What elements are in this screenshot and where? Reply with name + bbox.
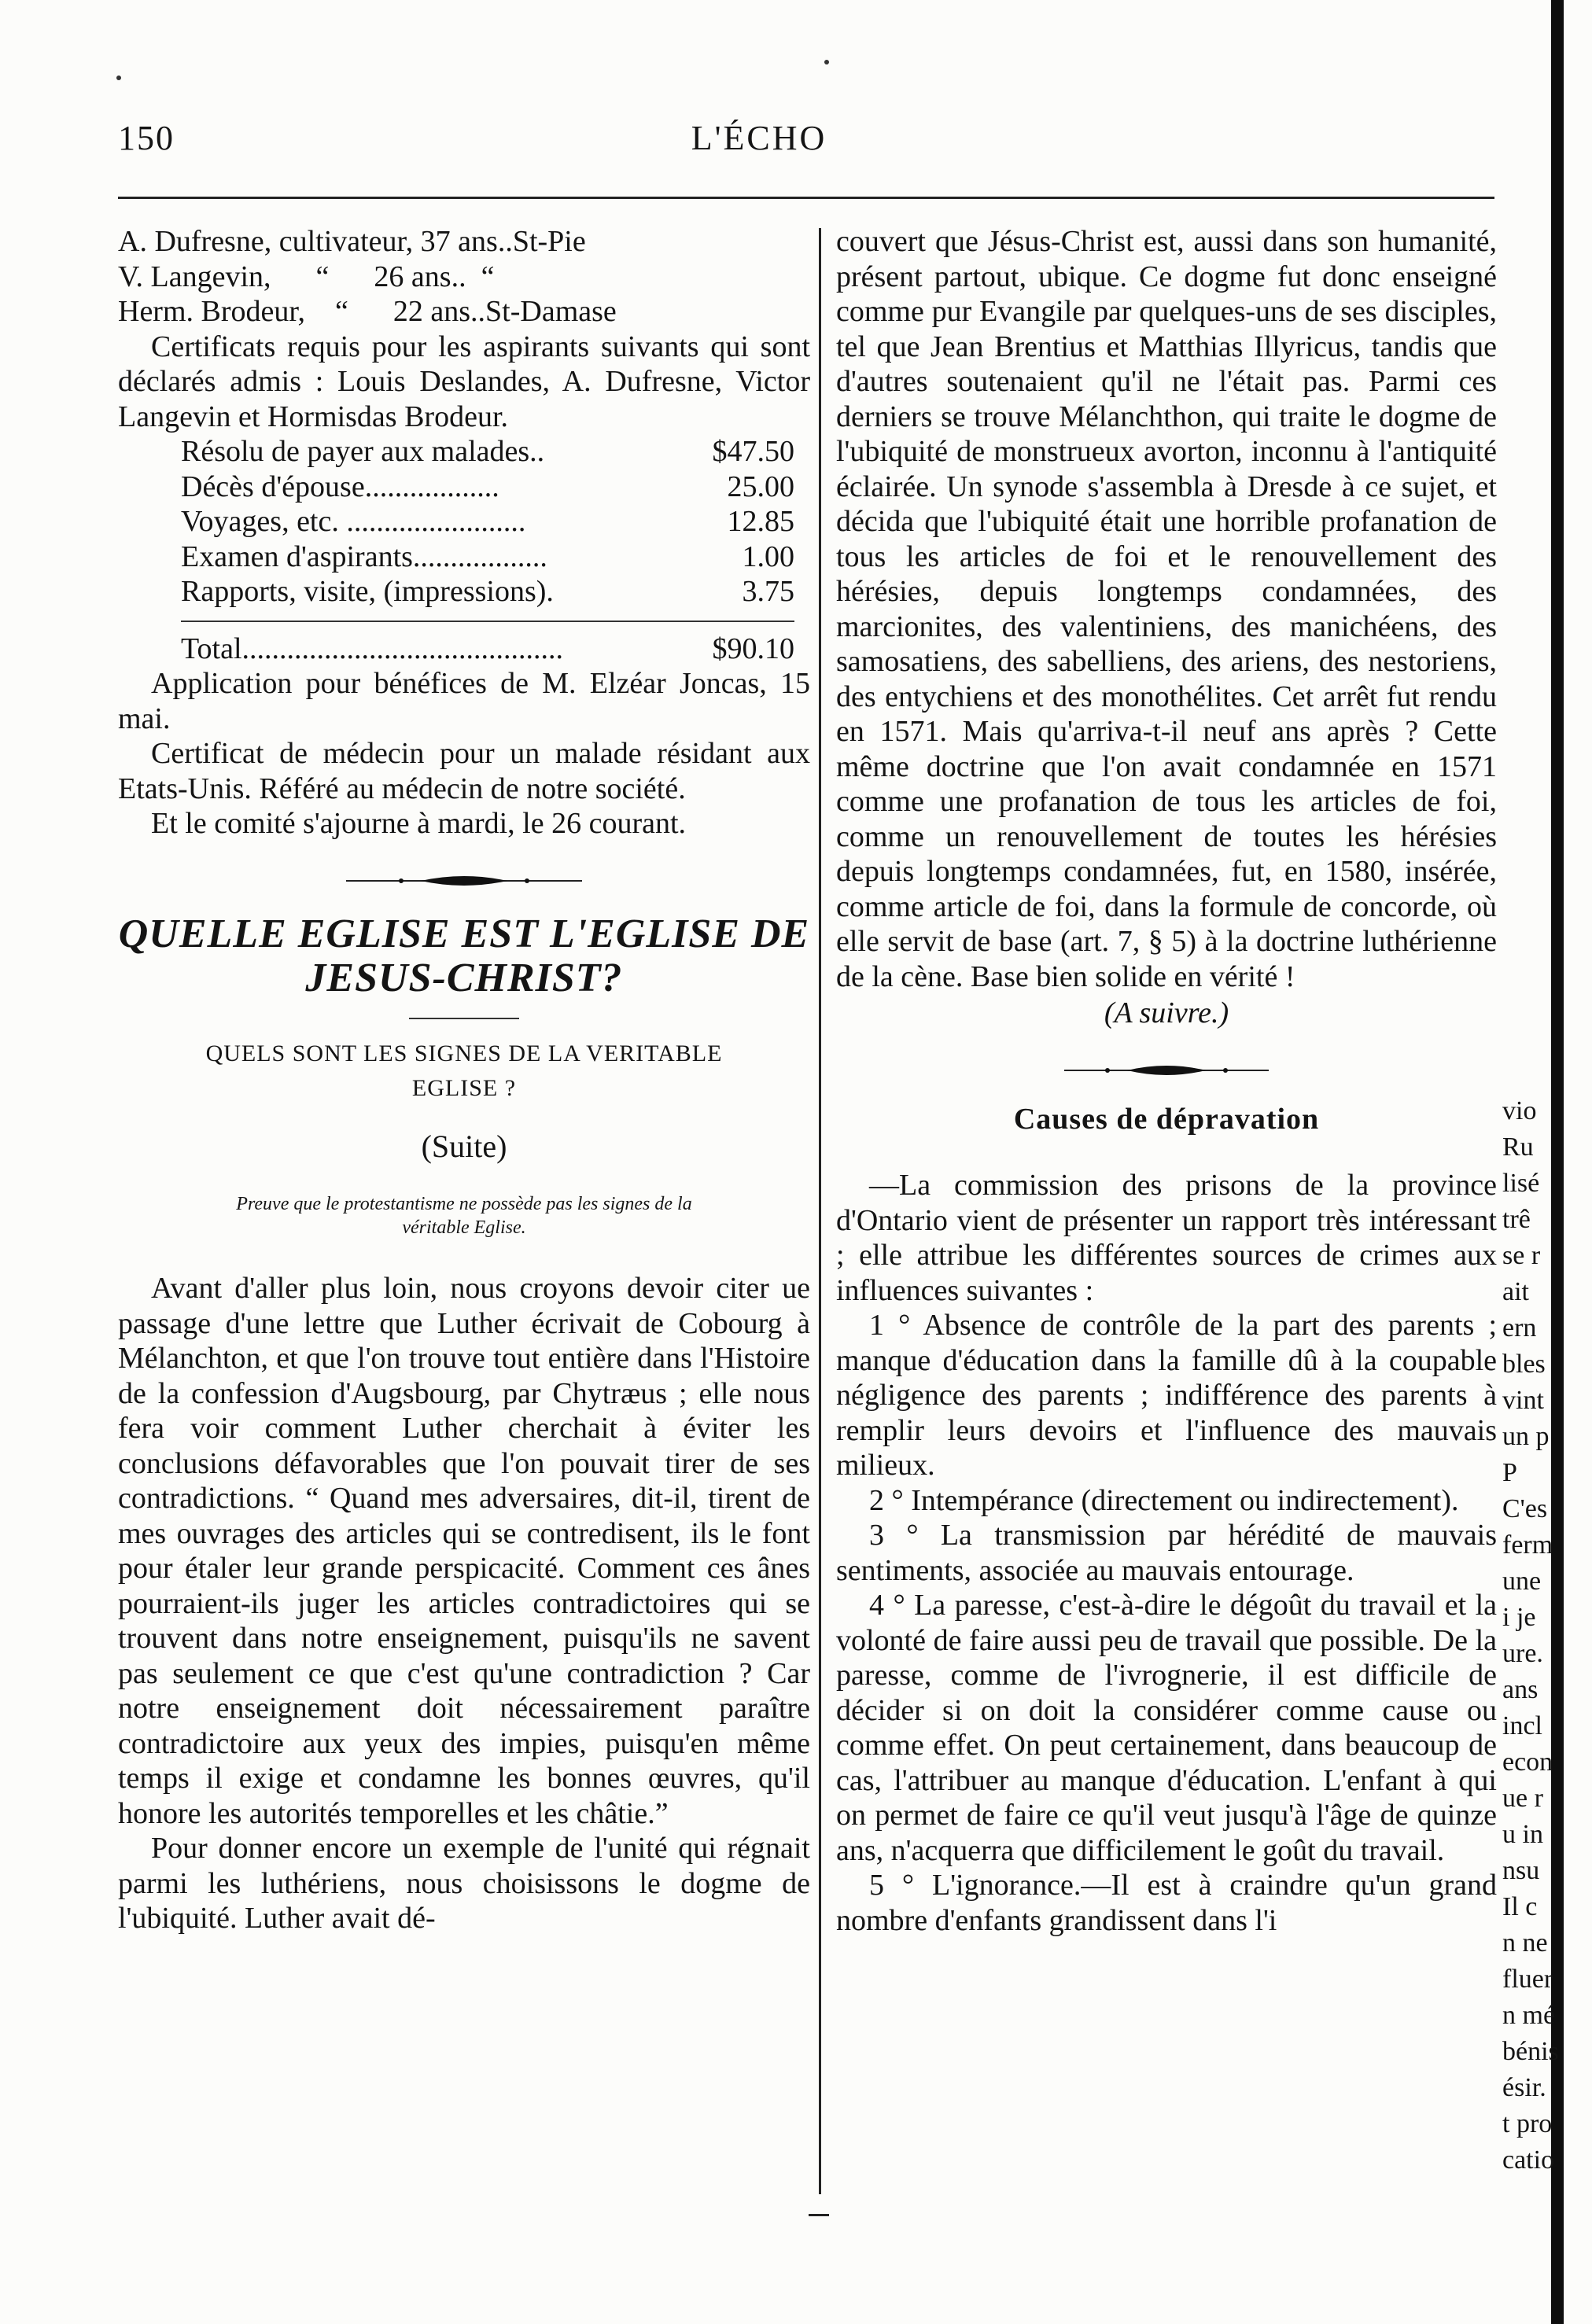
edge-fragment: n mé <box>1502 2001 1556 2030</box>
payment-row <box>181 504 794 540</box>
body-paragraph: Pour donner encore un exemple de l'unité qui régnait parmi les luthériens, nous choisissons le dogme de l'ubiquité. Luther avait dé- <box>118 1832 810 1935</box>
certificats-paragraph: Certificats requis pour les aspirants suivants qui sont déclarés admis : Louis Deslandes, A. Dufresne, Victor Langevin et Hormisdas Brodeur. <box>118 330 810 433</box>
edge-fragment: n ne <box>1502 1928 1548 1958</box>
total-amount: $90.10 <box>712 632 794 665</box>
edge-fragment: t pro <box>1502 2109 1553 2138</box>
bottom-dash <box>809 2214 829 2216</box>
edge-fragment: ern <box>1502 1313 1537 1342</box>
edge-fragment: bles <box>1502 1350 1546 1379</box>
edge-fragment: une <box>1502 1567 1542 1596</box>
payment-label: Examen d'aspirants.................. <box>181 540 547 573</box>
payment-label: Rapports, visite, (impressions). <box>181 575 554 608</box>
edge-fragment: se r <box>1502 1241 1541 1270</box>
payment-label: Décès d'épouse.................. <box>181 470 499 503</box>
edge-fragment: vio <box>1502 1096 1537 1125</box>
edge-fragment: econ <box>1502 1748 1553 1777</box>
running-title: L'ÉCHO <box>691 119 827 157</box>
causes-intro-paragraph: —La commission des prisons de la province d'Ontario vient de présenter un rapport très intéressant ; elle attribue les différentes sources de crimes aux influences suivantes : <box>836 1169 1497 1307</box>
edge-fragment: i je <box>1502 1603 1536 1632</box>
total-row <box>181 632 794 667</box>
payment-amount: 1.00 <box>742 540 794 573</box>
edge-fragment: ferm <box>1502 1530 1553 1560</box>
cause-paragraph: 5 ° L'ignorance.—Il est à craindre qu'un grand nombre d'enfants grandissent dans l'i <box>836 1869 1497 1937</box>
payment-row <box>181 470 794 505</box>
print-speck <box>116 76 121 80</box>
column-divider <box>819 228 821 2194</box>
payment-row <box>181 540 794 575</box>
total-table <box>181 632 794 667</box>
member-line: Herm. Brodeur, “ 22 ans..St-Damase <box>118 295 617 328</box>
certificat-medecin-paragraph: Certificat de médecin pour un malade résidant aux Etats-Unis. Référé au médecin de notre société. <box>118 737 810 805</box>
edge-fragment: bénis <box>1502 2037 1559 2066</box>
edge-fragment: incl <box>1502 1711 1542 1740</box>
edge-fragment: lisé <box>1502 1169 1540 1198</box>
edge-fragment: un p <box>1502 1422 1550 1451</box>
ornament-divider-icon <box>1064 1063 1269 1078</box>
payment-amount: 25.00 <box>727 470 794 503</box>
proof-caption <box>142 1192 787 1239</box>
member-line: A. Dufresne, cultivateur, 37 ans..St-Pie <box>118 225 586 258</box>
title-rule <box>409 1018 519 1019</box>
cause-paragraph: 2 ° Intempérance (directement ou indirectement). <box>869 1483 1459 1517</box>
article-subtitle <box>118 1037 810 1106</box>
body-paragraph: Avant d'aller plus loin, nous croyons devoir citer ue passage d'une lettre que Luther écrivait de Cobourg à Mélanchton, et que l'on trouve tout entière dans l'Histoire de la confession d'Augsbourg, par Chytræus ; elle nous fera voir comment Luther cherchait à éviter les conclusions défavorables que l'on pouvait tirer de ses contradictions. “ Quand mes adversaires, dit-il, tirent de mes ouvrages des articles qui se contredisent, ils le font pour étaler leur grande perspicacité. Comment ces ânes pourraient-ils juger les articles contradictoires qui se trouvent dans notre enseignement, puisqu'ils ne savent pas seulement ce que c'est qu'une contradiction ? Car notre enseignement doit nécessairement paraître contradictoire aux yeux des impies, puisqu'en même temps il exige et condamne les bonnes œuvres, qu'il honore les autorités temporelles et les châtie.” <box>118 1272 810 1830</box>
payment-amount: 12.85 <box>727 505 794 538</box>
next-page-edge-text <box>1502 1093 1592 2289</box>
payment-label: Résolu de payer aux malades.. <box>181 435 545 468</box>
proof-caption-line: Preuve que le protestantisme ne possède pas les signes de la <box>236 1194 692 1214</box>
cause-paragraph: 3 ° La transmission par hérédité de mauvais sentiments, associée au mauvais entourage. <box>836 1519 1497 1587</box>
payment-row <box>181 434 794 470</box>
cause-paragraph: 4 ° La paresse, c'est-à-dire le dégoût du travail et la volonté de faire aussi peu de travail que possible. De la paresse, comme de l'ivrognerie, il est difficile de décider si on doit la considérer comme cause ou comme effet. On peut certainement, dans beaucoup de cas, l'attribuer au manque d'éducation. L'enfant à qui on permet de faire ce qu'il veut jusqu'à l'âge de quinze ans, n'acquerra que difficilement le goût du travail. <box>836 1589 1497 1867</box>
payments-table <box>181 434 794 610</box>
article-title-line: JESUS-CHRIST? <box>305 955 623 1000</box>
edge-fragment: nsu <box>1502 1856 1540 1885</box>
payment-label: Voyages, etc. ........................ <box>181 505 526 538</box>
edge-fragment: C'es <box>1502 1494 1548 1523</box>
edge-fragment: fluer <box>1502 1965 1553 1994</box>
application-paragraph: Application pour bénéfices de M. Elzéar Joncas, 15 mai. <box>118 667 810 735</box>
edge-fragment: u in <box>1502 1820 1543 1849</box>
edge-fragment: ait <box>1502 1277 1529 1306</box>
edge-fragment: P <box>1502 1458 1517 1487</box>
total-rule <box>181 621 794 622</box>
total-label: Total........................................... <box>181 632 564 665</box>
edge-fragment: ans <box>1502 1675 1539 1704</box>
payment-amount: $47.50 <box>712 435 794 468</box>
edge-fragment: ésir. <box>1502 2073 1546 2102</box>
payment-row <box>181 574 794 610</box>
proof-caption-line: véritable Eglise. <box>402 1217 526 1238</box>
article-title <box>118 912 810 1000</box>
causes-heading: Causes de dépravation <box>1013 1102 1320 1136</box>
body-paragraph: couvert que Jésus-Christ est, aussi dans son humanité, présent partout, ubique. Ce dogme fut donc enseigné comme pur Evangile par quelques-uns de ses disciples, tel que Jean Brentius et Matthias Illyricus, tandis que d'autres soutenaient qu'il ne l'était pas. Parmi ces derniers se trouve Mélanchthon, qui traite le dogme de l'ubiquité de monstrueux avorton, inconnu à l'antiquité éclairée. Un synode s'assembla à Dresde à ce sujet, et décida que l'ubiquité était une horrible profanation de tous les articles de foi et le renouvellement des hérésies, depuis longtemps condamnées, des marcionites, des valentiniens, des manichéens, des samosatiens, des sabelliens, des ariens, des nestoriens, des entychiens et des monothélites. Cet arrêt fut rendu en 1571. Mais qu'arriva-t-il neuf ans après ? Cette même doctrine que l'on avait condamnée en 1571 comme une profanation de tous les articles de foi, comme un renouvellement de toutes les hérésies depuis longtemps condamnées, fut, en 1580, insérée, comme article de foi, dans la formule de concorde, où elle servit de base (art. 7, § 5) à la doctrine luthérienne de la cène. Base bien solide en vérité ! <box>836 225 1497 993</box>
left-column <box>118 224 810 1936</box>
article-subtitle-line: QUELS SONT LES SIGNES DE LA VERITABLE <box>205 1040 723 1066</box>
ornament-divider-icon <box>346 873 582 889</box>
edge-fragment: Il c <box>1502 1892 1538 1921</box>
member-line: V. Langevin, “ 26 ans.. “ <box>118 260 495 293</box>
print-speck <box>824 60 829 64</box>
edge-fragment: vint <box>1502 1386 1544 1415</box>
edge-fragment: ue r <box>1502 1784 1543 1813</box>
right-column <box>836 224 1497 1938</box>
payment-amount: 3.75 <box>742 575 794 608</box>
edge-fragment: catio <box>1502 2145 1555 2175</box>
edge-fragment: ure. <box>1502 1639 1543 1668</box>
page-header <box>0 118 1518 173</box>
article-subtitle-line: EGLISE ? <box>411 1074 517 1101</box>
suite-label: (Suite) <box>421 1128 507 1164</box>
ajourne-paragraph: Et le comité s'ajourne à mardi, le 26 courant. <box>151 807 687 840</box>
page-number: 150 <box>118 119 175 157</box>
edge-fragment: Ru <box>1502 1133 1534 1162</box>
edge-fragment: trê <box>1502 1205 1531 1234</box>
cause-paragraph: 1 ° Absence de contrôle de la part des parents ; manque d'éducation dans la famille dû à la coupable négligence des parents ; indifférence des parents à remplir leurs devoirs et l'influence des mauvais milieux. <box>836 1309 1497 1482</box>
header-rule <box>118 197 1494 199</box>
article-title-line: QUELLE EGLISE EST L'EGLISE DE <box>118 911 810 956</box>
a-suivre-label: (A suivre.) <box>1104 996 1229 1029</box>
